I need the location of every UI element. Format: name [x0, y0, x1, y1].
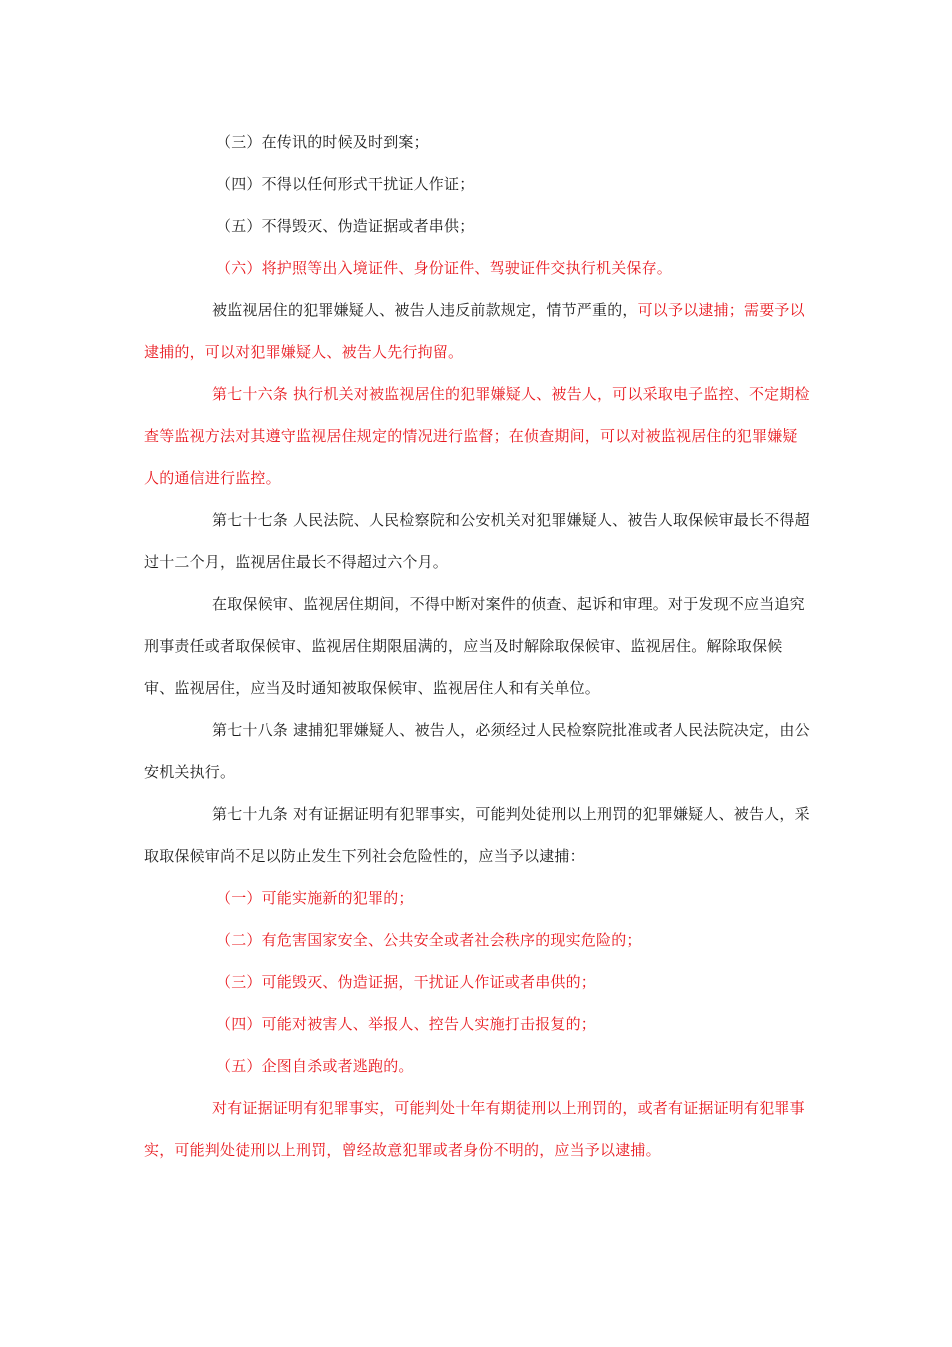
list-item: （四）不得以任何形式干扰证人作证；: [216, 175, 475, 193]
article-79-paragraph-2: 对有证据证明有犯罪事实，可能判处十年有期徒刑以上刑罚的，或者有证据证明有犯罪事实，可能判处徒刑以上刑罚，曾经故意犯罪或者身份不明的，应当予以逮捕。: [144, 1099, 805, 1159]
article-78: 第七十八条 逮捕犯罪嫌疑人、被告人，必须经过人民检察院批准或者人民法院决定，由公安机关执行。: [144, 721, 810, 781]
paragraph-violation-part2: 可以予以逮捕；需要予以逮捕的，可以对犯罪嫌疑人、被告人先行拘留。: [144, 301, 805, 361]
list-item: （二）有危害国家安全、公共安全或者社会秩序的现实危险的；: [216, 931, 642, 949]
article-79: 第七十九条 对有证据证明有犯罪事实，可能判处徒刑以上刑罚的犯罪嫌疑人、被告人，采取取保候审尚不足以防止发生下列社会危险性的，应当予以逮捕：: [144, 805, 810, 865]
list-item: （三）可能毁灭、伪造证据，干扰证人作证或者串供的；: [216, 973, 597, 991]
paragraph-violation: [144, 289, 810, 373]
article-77: 第七十七条 人民法院、人民检察院和公安机关对犯罪嫌疑人、被告人取保候审最长不得超过十二个月，监视居住最长不得超过六个月。: [144, 511, 810, 571]
list-item: （六）将护照等出入境证件、身份证件、驾驶证件交执行机关保存。: [216, 259, 673, 277]
paragraph-violation-part1: 被监视居住的犯罪嫌疑人、被告人违反前款规定，情节严重的，: [212, 301, 638, 319]
article-76: 第七十六条 执行机关对被监视居住的犯罪嫌疑人、被告人，可以采取电子监控、不定期检查等监视方法对其遵守监视居住规定的情况进行监督；在侦查期间，可以对被监视居住的犯罪嫌疑人的通信进行监控。: [144, 385, 810, 487]
list-item: （五）不得毁灭、伪造证据或者串供；: [216, 217, 475, 235]
article-77-paragraph-2: 在取保候审、监视居住期间，不得中断对案件的侦查、起诉和审理。对于发现不应当追究刑事责任或者取保候审、监视居住期限届满的，应当及时解除取保候审、监视居住。解除取保候审、监视居住，应当及时通知被取保候审、监视居住人和有关单位。: [144, 595, 805, 697]
list-item: （四）可能对被害人、举报人、控告人实施打击报复的；: [216, 1015, 597, 1033]
list-item: （三）在传讯的时候及时到案；: [216, 133, 429, 151]
list-item: （一）可能实施新的犯罪的；: [216, 889, 414, 907]
list-item: （五）企图自杀或者逃跑的。: [216, 1057, 414, 1075]
